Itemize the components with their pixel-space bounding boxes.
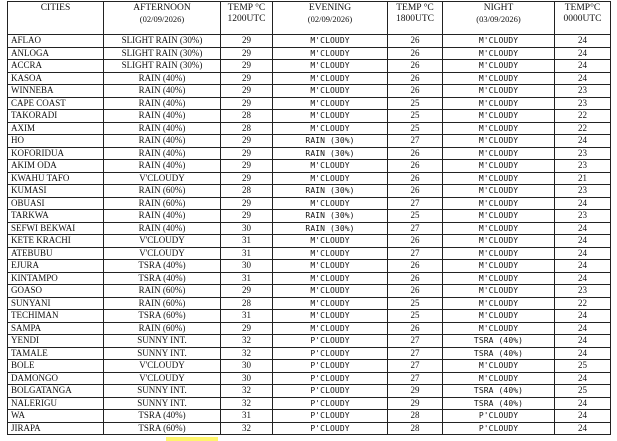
night-weather-cell: M'CLOUDY	[443, 47, 555, 60]
temp-1800utc-cell: 27	[388, 247, 443, 260]
table-row	[8, 235, 611, 248]
header-night: NIGHT (03/09/2026)	[443, 2, 555, 35]
table-row	[8, 60, 611, 73]
city-cell: KETE KRACHI	[8, 235, 104, 248]
temp-1800utc-cell: 26	[388, 272, 443, 285]
evening-weather-cell: M'CLOUDY	[273, 235, 388, 248]
afternoon-weather-cell: V'CLOUDY	[104, 235, 221, 248]
evening-weather-cell: P'CLOUDY	[273, 335, 388, 348]
temp-0000utc-cell: 21	[555, 172, 611, 185]
night-weather-cell: P'CLOUDY	[443, 422, 555, 435]
afternoon-weather-cell: SLIGHT RAIN (30%)	[104, 35, 221, 48]
forecast-table-body	[8, 35, 611, 435]
night-weather-cell: M'CLOUDY	[443, 235, 555, 248]
temp-0000utc-cell: 23	[555, 147, 611, 160]
night-weather-cell: M'CLOUDY	[443, 310, 555, 323]
temp-0000utc-cell: 24	[555, 322, 611, 335]
night-weather-cell: M'CLOUDY	[443, 197, 555, 210]
temp-1200utc-cell: 29	[221, 285, 273, 298]
afternoon-weather-cell: RAIN (40%)	[104, 135, 221, 148]
night-weather-cell: M'CLOUDY	[443, 147, 555, 160]
temp-0000utc-cell: 25	[555, 385, 611, 398]
temp-1800utc-cell: 25	[388, 210, 443, 223]
table-row	[8, 397, 611, 410]
afternoon-weather-cell: SUNNY INT.	[104, 397, 221, 410]
night-weather-cell: M'CLOUDY	[443, 285, 555, 298]
temp-1200utc-cell: 29	[221, 197, 273, 210]
temp-0000utc-cell: 23	[555, 160, 611, 173]
afternoon-weather-cell: SLIGHT RAIN (30%)	[104, 47, 221, 60]
afternoon-weather-cell: RAIN (40%)	[104, 222, 221, 235]
evening-weather-cell: M'CLOUDY	[273, 35, 388, 48]
city-cell: JIRAPA	[8, 422, 104, 435]
temp-0000utc-cell: 23	[555, 85, 611, 98]
temp-0000utc-cell: 23	[555, 210, 611, 223]
table-row	[8, 197, 611, 210]
city-cell: ACCRA	[8, 60, 104, 73]
afternoon-weather-cell: RAIN (60%)	[104, 297, 221, 310]
city-cell: EJURA	[8, 260, 104, 273]
evening-weather-cell: P'CLOUDY	[273, 360, 388, 373]
afternoon-weather-cell: SUNNY INT.	[104, 347, 221, 360]
temp-1800utc-cell: 25	[388, 97, 443, 110]
table-row	[8, 385, 611, 398]
night-weather-cell: M'CLOUDY	[443, 160, 555, 173]
city-cell: KOFORIDUA	[8, 147, 104, 160]
table-row	[8, 247, 611, 260]
table-row	[8, 422, 611, 435]
temp-0000utc-cell: 24	[555, 247, 611, 260]
temp-1200utc-cell: 28	[221, 110, 273, 123]
city-cell: HO	[8, 135, 104, 148]
table-row	[8, 85, 611, 98]
temp-1200utc-cell: 31	[221, 410, 273, 423]
city-cell: YENDI	[8, 335, 104, 348]
city-cell: CAPE COAST	[8, 97, 104, 110]
evening-weather-cell: M'CLOUDY	[273, 247, 388, 260]
evening-weather-cell: M'CLOUDY	[273, 197, 388, 210]
evening-weather-cell: RAIN (30%)	[273, 135, 388, 148]
temp-1200utc-cell: 29	[221, 210, 273, 223]
table-row	[8, 147, 611, 160]
evening-weather-cell: M'CLOUDY	[273, 285, 388, 298]
night-weather-cell: TSRA (40%)	[443, 397, 555, 410]
table-row	[8, 35, 611, 48]
temp-1800utc-cell: 25	[388, 122, 443, 135]
temp-0000utc-cell: 24	[555, 310, 611, 323]
city-cell: KASOA	[8, 72, 104, 85]
table-row	[8, 135, 611, 148]
night-weather-cell: M'CLOUDY	[443, 210, 555, 223]
afternoon-weather-cell: TSRA (40%)	[104, 272, 221, 285]
header-afternoon: AFTERNOON (02/09/2026)	[104, 2, 221, 35]
temp-1200utc-cell: 29	[221, 160, 273, 173]
night-weather-cell: M'CLOUDY	[443, 97, 555, 110]
table-row	[8, 172, 611, 185]
city-cell: GOASO	[8, 285, 104, 298]
temp-0000utc-cell: 24	[555, 72, 611, 85]
night-weather-cell: M'CLOUDY	[443, 85, 555, 98]
night-weather-cell: TSRA (40%)	[443, 335, 555, 348]
temp-0000utc-cell: 24	[555, 422, 611, 435]
temp-1800utc-cell: 25	[388, 297, 443, 310]
temp-1200utc-cell: 29	[221, 47, 273, 60]
evening-weather-cell: P'CLOUDY	[273, 397, 388, 410]
city-cell: DAMONGO	[8, 372, 104, 385]
afternoon-weather-cell: V'CLOUDY	[104, 372, 221, 385]
afternoon-weather-cell: RAIN (40%)	[104, 85, 221, 98]
temp-1800utc-cell: 28	[388, 422, 443, 435]
city-cell: SEFWI BEKWAI	[8, 222, 104, 235]
header-temp-0000utc: TEMP°C 0000UTC	[555, 2, 611, 35]
header-night-date: (03/09/2026)	[476, 14, 521, 24]
temp-1200utc-cell: 29	[221, 35, 273, 48]
temp-0000utc-cell: 24	[555, 35, 611, 48]
temp-0000utc-cell: 23	[555, 97, 611, 110]
temp-1200utc-cell: 30	[221, 372, 273, 385]
afternoon-weather-cell: RAIN (40%)	[104, 72, 221, 85]
evening-weather-cell: RAIN (30%)	[273, 210, 388, 223]
night-weather-cell: M'CLOUDY	[443, 247, 555, 260]
evening-weather-cell: M'CLOUDY	[273, 47, 388, 60]
evening-weather-cell: M'CLOUDY	[273, 72, 388, 85]
table-row	[8, 335, 611, 348]
temp-1800utc-cell: 27	[388, 197, 443, 210]
night-weather-cell: TSRA (40%)	[443, 385, 555, 398]
evening-weather-cell: M'CLOUDY	[273, 310, 388, 323]
night-weather-cell: M'CLOUDY	[443, 297, 555, 310]
night-weather-cell: M'CLOUDY	[443, 72, 555, 85]
temp-1800utc-cell: 26	[388, 260, 443, 273]
temp-1200utc-cell: 29	[221, 72, 273, 85]
evening-weather-cell: M'CLOUDY	[273, 260, 388, 273]
city-cell: TAKORADI	[8, 110, 104, 123]
temp-0000utc-cell: 23	[555, 285, 611, 298]
evening-weather-cell: P'CLOUDY	[273, 422, 388, 435]
city-cell: SAMPA	[8, 322, 104, 335]
header-row	[8, 2, 611, 35]
afternoon-weather-cell: RAIN (40%)	[104, 160, 221, 173]
temp-1800utc-cell: 26	[388, 147, 443, 160]
afternoon-weather-cell: TSRA (40%)	[104, 410, 221, 423]
table-row	[8, 222, 611, 235]
afternoon-weather-cell: RAIN (60%)	[104, 197, 221, 210]
temp-1800utc-cell: 26	[388, 85, 443, 98]
night-weather-cell: M'CLOUDY	[443, 222, 555, 235]
temp-0000utc-cell: 24	[555, 235, 611, 248]
temp-1800utc-cell: 26	[388, 172, 443, 185]
temp-0000utc-cell: 24	[555, 222, 611, 235]
city-cell: ATEBUBU	[8, 247, 104, 260]
night-weather-cell: M'CLOUDY	[443, 322, 555, 335]
header-temp-1800utc: TEMP °C 1800UTC	[388, 2, 443, 35]
night-weather-cell: TSRA (40%)	[443, 347, 555, 360]
temp-0000utc-cell: 24	[555, 397, 611, 410]
temp-1800utc-cell: 25	[388, 310, 443, 323]
temp-0000utc-cell: 25	[555, 360, 611, 373]
city-cell: OBUASI	[8, 197, 104, 210]
city-cell: SUNYANI	[8, 297, 104, 310]
evening-weather-cell: RAIN (30%)	[273, 147, 388, 160]
temp-1200utc-cell: 31	[221, 310, 273, 323]
temp-1800utc-cell: 26	[388, 72, 443, 85]
temp-1200utc-cell: 28	[221, 185, 273, 198]
table-row	[8, 97, 611, 110]
temp-1200utc-cell: 29	[221, 60, 273, 73]
afternoon-weather-cell: SLIGHT RAIN (30%)	[104, 60, 221, 73]
temp-1200utc-cell: 30	[221, 360, 273, 373]
header-temp-1200utc: TEMP °C 1200UTC	[221, 2, 273, 35]
temp-1200utc-cell: 32	[221, 422, 273, 435]
city-cell: KINTAMPO	[8, 272, 104, 285]
highlight-mark	[166, 437, 218, 441]
temp-1200utc-cell: 31	[221, 235, 273, 248]
evening-weather-cell: P'CLOUDY	[273, 385, 388, 398]
city-cell: ANLOGA	[8, 47, 104, 60]
afternoon-weather-cell: RAIN (60%)	[104, 322, 221, 335]
temp-1200utc-cell: 31	[221, 272, 273, 285]
header-cities: CITIES	[8, 2, 104, 35]
afternoon-weather-cell: RAIN (60%)	[104, 285, 221, 298]
afternoon-weather-cell: TSRA (40%)	[104, 260, 221, 273]
afternoon-weather-cell: SUNNY INT.	[104, 385, 221, 398]
temp-1800utc-cell: 26	[388, 185, 443, 198]
afternoon-weather-cell: V'CLOUDY	[104, 247, 221, 260]
night-weather-cell: M'CLOUDY	[443, 35, 555, 48]
temp-0000utc-cell: 24	[555, 260, 611, 273]
temp-0000utc-cell: 22	[555, 110, 611, 123]
night-weather-cell: M'CLOUDY	[443, 360, 555, 373]
city-cell: KWAHU TAFO	[8, 172, 104, 185]
city-cell: AXIM	[8, 122, 104, 135]
temp-1200utc-cell: 29	[221, 172, 273, 185]
evening-weather-cell: RAIN (30%)	[273, 185, 388, 198]
table-row	[8, 347, 611, 360]
table-row	[8, 47, 611, 60]
temp-0000utc-cell: 23	[555, 185, 611, 198]
table-row	[8, 285, 611, 298]
table-row	[8, 260, 611, 273]
table-row	[8, 297, 611, 310]
afternoon-weather-cell: RAIN (40%)	[104, 147, 221, 160]
evening-weather-cell: P'CLOUDY	[273, 410, 388, 423]
weather-forecast-table	[7, 1, 611, 435]
table-row	[8, 372, 611, 385]
temp-0000utc-cell: 22	[555, 297, 611, 310]
temp-1800utc-cell: 27	[388, 372, 443, 385]
temp-1800utc-cell: 27	[388, 222, 443, 235]
table-row	[8, 160, 611, 173]
afternoon-weather-cell: TSRA (60%)	[104, 422, 221, 435]
temp-1200utc-cell: 29	[221, 135, 273, 148]
night-weather-cell: M'CLOUDY	[443, 172, 555, 185]
header-evening: EVENING (02/09/2026)	[273, 2, 388, 35]
afternoon-weather-cell: SUNNY INT.	[104, 335, 221, 348]
temp-1800utc-cell: 27	[388, 135, 443, 148]
evening-weather-cell: M'CLOUDY	[273, 85, 388, 98]
evening-weather-cell: M'CLOUDY	[273, 60, 388, 73]
temp-1200utc-cell: 32	[221, 347, 273, 360]
evening-weather-cell: M'CLOUDY	[273, 160, 388, 173]
afternoon-weather-cell: RAIN (60%)	[104, 185, 221, 198]
temp-1200utc-cell: 29	[221, 322, 273, 335]
city-cell: TARKWA	[8, 210, 104, 223]
evening-weather-cell: M'CLOUDY	[273, 272, 388, 285]
temp-0000utc-cell: 24	[555, 410, 611, 423]
temp-1800utc-cell: 29	[388, 385, 443, 398]
temp-0000utc-cell: 24	[555, 335, 611, 348]
night-weather-cell: M'CLOUDY	[443, 185, 555, 198]
evening-weather-cell: M'CLOUDY	[273, 172, 388, 185]
temp-1200utc-cell: 32	[221, 335, 273, 348]
evening-weather-cell: M'CLOUDY	[273, 122, 388, 135]
temp-1800utc-cell: 26	[388, 35, 443, 48]
afternoon-weather-cell: RAIN (40%)	[104, 122, 221, 135]
temp-1800utc-cell: 28	[388, 410, 443, 423]
evening-weather-cell: RAIN (30%)	[273, 222, 388, 235]
city-cell: KUMASI	[8, 185, 104, 198]
night-weather-cell: M'CLOUDY	[443, 372, 555, 385]
temp-1200utc-cell: 32	[221, 385, 273, 398]
table-row	[8, 72, 611, 85]
afternoon-weather-cell: RAIN (40%)	[104, 210, 221, 223]
table-row	[8, 122, 611, 135]
table-row	[8, 410, 611, 423]
city-cell: TECHIMAN	[8, 310, 104, 323]
afternoon-weather-cell: RAIN (40%)	[104, 97, 221, 110]
temp-1200utc-cell: 32	[221, 397, 273, 410]
table-row	[8, 185, 611, 198]
afternoon-weather-cell: V'CLOUDY	[104, 172, 221, 185]
night-weather-cell: M'CLOUDY	[443, 110, 555, 123]
temp-1800utc-cell: 25	[388, 110, 443, 123]
temp-1800utc-cell: 26	[388, 322, 443, 335]
city-cell: BOLGATANGA	[8, 385, 104, 398]
temp-1200utc-cell: 29	[221, 85, 273, 98]
temp-1800utc-cell: 26	[388, 60, 443, 73]
temp-0000utc-cell: 24	[555, 135, 611, 148]
evening-weather-cell: M'CLOUDY	[273, 297, 388, 310]
temp-1800utc-cell: 27	[388, 347, 443, 360]
temp-1800utc-cell: 26	[388, 47, 443, 60]
table-row	[8, 210, 611, 223]
city-cell: BOLE	[8, 360, 104, 373]
evening-weather-cell: M'CLOUDY	[273, 322, 388, 335]
header-afternoon-date: (02/09/2026)	[139, 14, 185, 24]
table-row	[8, 310, 611, 323]
table-row	[8, 360, 611, 373]
temp-1200utc-cell: 30	[221, 222, 273, 235]
temp-0000utc-cell: 22	[555, 122, 611, 135]
temp-0000utc-cell: 24	[555, 197, 611, 210]
city-cell: TAMALE	[8, 347, 104, 360]
city-cell: WA	[8, 410, 104, 423]
evening-weather-cell: P'CLOUDY	[273, 347, 388, 360]
temp-1800utc-cell: 26	[388, 160, 443, 173]
temp-1200utc-cell: 28	[221, 122, 273, 135]
temp-1800utc-cell: 26	[388, 235, 443, 248]
temp-1800utc-cell: 26	[388, 285, 443, 298]
afternoon-weather-cell: TSRA (60%)	[104, 310, 221, 323]
night-weather-cell: M'CLOUDY	[443, 272, 555, 285]
temp-0000utc-cell: 24	[555, 272, 611, 285]
temp-1800utc-cell: 27	[388, 335, 443, 348]
city-cell: AKIM ODA	[8, 160, 104, 173]
temp-0000utc-cell: 24	[555, 347, 611, 360]
header-evening-date: (02/09/2026)	[307, 14, 353, 24]
city-cell: AFLAO	[8, 35, 104, 48]
temp-1200utc-cell: 29	[221, 97, 273, 110]
temp-1200utc-cell: 30	[221, 260, 273, 273]
evening-weather-cell: P'CLOUDY	[273, 372, 388, 385]
night-weather-cell: M'CLOUDY	[443, 135, 555, 148]
afternoon-weather-cell: RAIN (40%)	[104, 110, 221, 123]
night-weather-cell: P'CLOUDY	[443, 410, 555, 423]
temp-1800utc-cell: 27	[388, 360, 443, 373]
night-weather-cell: M'CLOUDY	[443, 60, 555, 73]
table-row	[8, 272, 611, 285]
city-cell: WINNEBA	[8, 85, 104, 98]
temp-0000utc-cell: 24	[555, 47, 611, 60]
temp-1200utc-cell: 29	[221, 147, 273, 160]
night-weather-cell: M'CLOUDY	[443, 260, 555, 273]
evening-weather-cell: M'CLOUDY	[273, 110, 388, 123]
evening-weather-cell: M'CLOUDY	[273, 97, 388, 110]
table-row	[8, 322, 611, 335]
city-cell: NALERIGU	[8, 397, 104, 410]
temp-0000utc-cell: 24	[555, 60, 611, 73]
night-weather-cell: M'CLOUDY	[443, 122, 555, 135]
table-row	[8, 110, 611, 123]
temp-1200utc-cell: 31	[221, 247, 273, 260]
temp-0000utc-cell: 24	[555, 372, 611, 385]
afternoon-weather-cell: V'CLOUDY	[104, 360, 221, 373]
temp-1800utc-cell: 29	[388, 397, 443, 410]
temp-1200utc-cell: 28	[221, 297, 273, 310]
